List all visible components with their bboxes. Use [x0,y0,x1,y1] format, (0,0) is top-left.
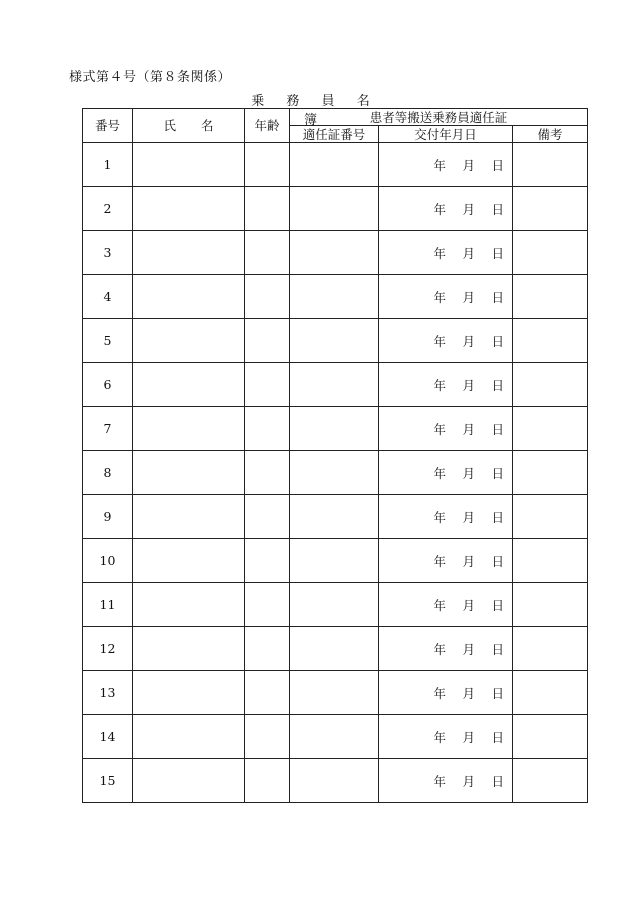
row-number-cell: 1 [83,143,133,187]
table-row [83,627,588,671]
name-field[interactable] [133,451,245,495]
table-row [83,407,588,451]
table-row [83,187,588,231]
row-number-cell: 11 [83,583,133,627]
issue-date-field[interactable]: 年 月 日 [379,451,513,495]
age-field[interactable] [245,319,290,363]
age-field[interactable] [245,627,290,671]
name-field[interactable] [133,275,245,319]
row-number-cell: 12 [83,627,133,671]
table-row [83,495,588,539]
table-row [83,363,588,407]
age-field[interactable] [245,363,290,407]
name-field[interactable] [133,187,245,231]
header-number: 番号 [83,109,133,143]
age-field[interactable] [245,451,290,495]
row-number-cell: 3 [83,231,133,275]
issue-date-field[interactable]: 年 月 日 [379,231,513,275]
table-row [83,583,588,627]
header-issue-date: 交付年月日 [379,126,513,143]
remarks-field[interactable] [513,539,588,583]
age-field[interactable] [245,715,290,759]
certificate-number-field[interactable] [290,407,379,451]
certificate-number-field[interactable] [290,495,379,539]
remarks-field[interactable] [513,231,588,275]
name-field[interactable] [133,671,245,715]
name-field[interactable] [133,627,245,671]
name-field[interactable] [133,715,245,759]
age-field[interactable] [245,539,290,583]
name-field[interactable] [133,143,245,187]
name-field[interactable] [133,495,245,539]
issue-date-field[interactable]: 年 月 日 [379,363,513,407]
header-certificate-number: 適任証番号 [290,126,379,143]
row-number-cell: 13 [83,671,133,715]
row-number-cell: 8 [83,451,133,495]
row-number-cell: 15 [83,759,133,803]
remarks-field[interactable] [513,407,588,451]
table-row [83,539,588,583]
issue-date-field[interactable]: 年 月 日 [379,539,513,583]
issue-date-field[interactable]: 年 月 日 [379,407,513,451]
table-row [83,759,588,803]
certificate-number-field[interactable] [290,715,379,759]
remarks-field[interactable] [513,715,588,759]
certificate-number-field[interactable] [290,231,379,275]
table-row [83,143,588,187]
document-title: 乗 務 員 名 簿 [251,94,379,128]
age-field[interactable] [245,495,290,539]
age-field[interactable] [245,407,290,451]
remarks-field[interactable] [513,319,588,363]
header-certificate-group: 患者等搬送乗務員適任証 [290,109,588,126]
name-field[interactable] [133,539,245,583]
issue-date-field[interactable]: 年 月 日 [379,627,513,671]
age-field[interactable] [245,759,290,803]
issue-date-field[interactable]: 年 月 日 [379,319,513,363]
certificate-number-field[interactable] [290,319,379,363]
certificate-number-field[interactable] [290,275,379,319]
certificate-number-field[interactable] [290,627,379,671]
age-field[interactable] [245,671,290,715]
header-remarks: 備考 [513,126,588,143]
table-row [83,451,588,495]
remarks-field[interactable] [513,495,588,539]
remarks-field[interactable] [513,275,588,319]
row-number-cell: 6 [83,363,133,407]
name-field[interactable] [133,319,245,363]
row-number-cell: 5 [83,319,133,363]
issue-date-field[interactable]: 年 月 日 [379,187,513,231]
age-field[interactable] [245,187,290,231]
table-row [83,275,588,319]
certificate-number-field[interactable] [290,187,379,231]
remarks-field[interactable] [513,583,588,627]
header-age: 年齢 [245,109,290,143]
name-field[interactable] [133,363,245,407]
table-row [83,319,588,363]
row-number-cell: 10 [83,539,133,583]
row-number-cell: 14 [83,715,133,759]
issue-date-field[interactable]: 年 月 日 [379,275,513,319]
header-name: 氏 名 [133,109,245,143]
certificate-number-field[interactable] [290,671,379,715]
row-number-cell: 9 [83,495,133,539]
row-number-cell: 4 [83,275,133,319]
remarks-field[interactable] [513,627,588,671]
roster-body [83,143,588,803]
remarks-field[interactable] [513,363,588,407]
row-number-cell: 2 [83,187,133,231]
name-field[interactable] [133,231,245,275]
issue-date-field[interactable]: 年 月 日 [379,715,513,759]
issue-date-field[interactable]: 年 月 日 [379,583,513,627]
remarks-field[interactable] [513,187,588,231]
issue-date-field[interactable]: 年 月 日 [379,671,513,715]
certificate-number-field[interactable] [290,583,379,627]
certificate-number-field[interactable] [290,143,379,187]
age-field[interactable] [245,143,290,187]
name-field[interactable] [133,407,245,451]
header-row-top [83,109,588,126]
row-number-cell: 7 [83,407,133,451]
certificate-number-field[interactable] [290,363,379,407]
table-row [83,715,588,759]
remarks-field[interactable] [513,671,588,715]
form-number: 様式第４号（第８条関係） [69,70,232,85]
name-field[interactable] [133,583,245,627]
issue-date-field[interactable]: 年 月 日 [379,759,513,803]
certificate-number-field[interactable] [290,539,379,583]
table-row [83,671,588,715]
remarks-field[interactable] [513,143,588,187]
issue-date-field[interactable]: 年 月 日 [379,495,513,539]
issue-date-field[interactable]: 年 月 日 [379,143,513,187]
age-field[interactable] [245,275,290,319]
age-field[interactable] [245,231,290,275]
remarks-field[interactable] [513,451,588,495]
table-row [83,231,588,275]
certificate-number-field[interactable] [290,451,379,495]
remarks-field[interactable] [513,759,588,803]
certificate-number-field[interactable] [290,759,379,803]
age-field[interactable] [245,583,290,627]
crew-roster-table [82,108,588,803]
name-field[interactable] [133,759,245,803]
